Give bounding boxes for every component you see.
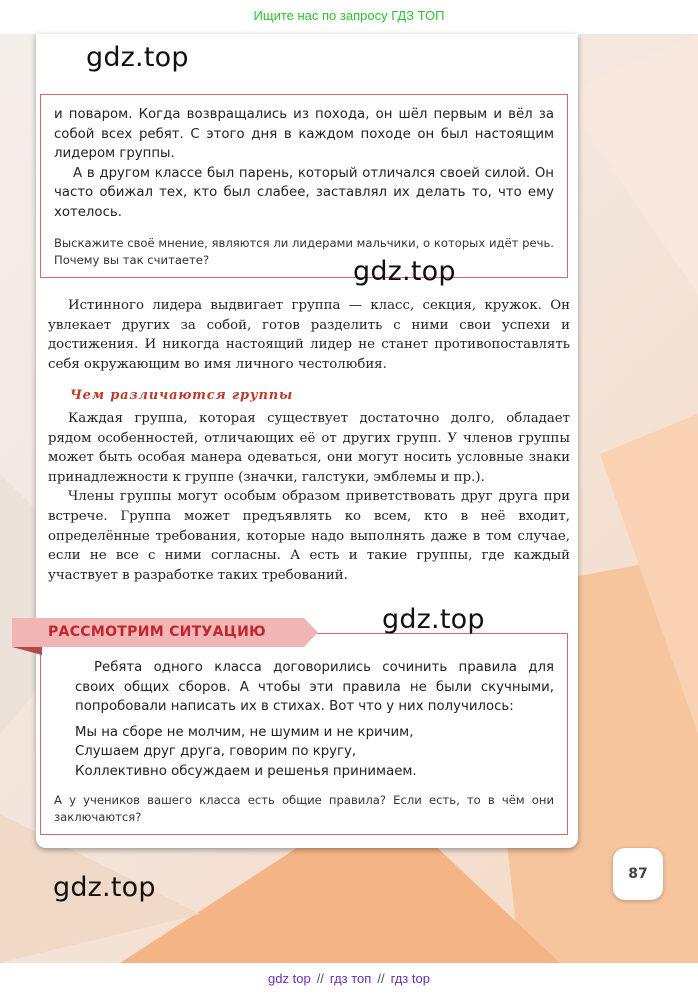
- main-text: [48, 296, 570, 374]
- situation-question: А у учеников вашего класса есть общие правила? Если есть, то в чём они заключаются?: [54, 792, 554, 824]
- page-number: 87: [613, 848, 663, 900]
- watermark: gdz.top: [53, 872, 156, 903]
- main-paragraph: Истинного лидера выдвигает группа — класс, секция, кружок. Он увлекает других за собой, готов разделить с ними свои успехи и достижения. И никогда настоящий лидер не станет противопоставлять себя окружающим во имя личного честолюбия.: [48, 298, 570, 372]
- main-paragraph: Каждая группа, которая существует достаточно долго, обладает рядом особенностей, отличающих её от других групп. У членов группы может быть особая манера одеваться, они могут носить условные знаки принадлежности к группе (значки, галстуки, эмблемы и пр.).: [48, 411, 570, 485]
- ribbon-fold: [12, 647, 42, 655]
- top-banner[interactable]: Ищите нас по запросу ГДЗ ТОП: [0, 0, 698, 34]
- box-paragraph: и поваром. Когда возвращались из похода, он шёл первым и вёл за собой всех ребят. С этого дня в каждом походе он был настоящим лидером группы.: [54, 107, 554, 162]
- box-paragraph: А в другом классе был парень, который отличался своей силой. Он часто обижал тех, кто был слабее, заставлял их делать то, что ему хотелось.: [54, 165, 554, 220]
- footer-link[interactable]: гдз топ: [329, 971, 372, 986]
- box-question: Выскажите своё мнение, являются ли лидерами мальчики, о которых идёт речь. Почему вы так считаете?: [54, 235, 554, 267]
- situation-box: [40, 633, 568, 835]
- footer-separator: //: [377, 971, 385, 986]
- watermark: gdz.top: [353, 256, 456, 287]
- example-box: [40, 94, 568, 278]
- poem-line: Слушаем друг друга, говорим по кругу,: [75, 744, 357, 760]
- footer-links: [0, 963, 698, 997]
- footer-separator: //: [316, 971, 324, 986]
- main-paragraph: Члены группы могут особым образом приветствовать друг друга при встрече. Группа может предъявлять ко всем, кто в неё входит, определённые требования, которые надо выполнять даже в том случае, если не все с ними согласны. А есть и такие группы, где каждый участвует в разработке таких требований.: [48, 489, 570, 583]
- main-text: [48, 409, 570, 585]
- section-subheading: Чем различаются группы: [70, 388, 293, 403]
- watermark: gdz.top: [382, 604, 485, 635]
- watermark: gdz.top: [86, 42, 189, 73]
- footer-link[interactable]: гдз top: [390, 971, 430, 986]
- situation-intro: Ребята одного класса договорились сочинить правила для своих общих сборов. А чтобы эти правила не были скучными, попробовали написать их в стихах. Вот что у них получилось:: [75, 660, 554, 715]
- footer-link[interactable]: gdz top: [268, 971, 311, 986]
- situation-title: РАССМОТРИМ СИТУАЦИЮ: [48, 624, 266, 640]
- poem: [75, 723, 554, 782]
- poem-line: Коллективно обсуждаем и решенья принимаем.: [75, 763, 417, 779]
- poem-line: Мы на сборе не молчим, не шумим и не кричим,: [75, 724, 414, 740]
